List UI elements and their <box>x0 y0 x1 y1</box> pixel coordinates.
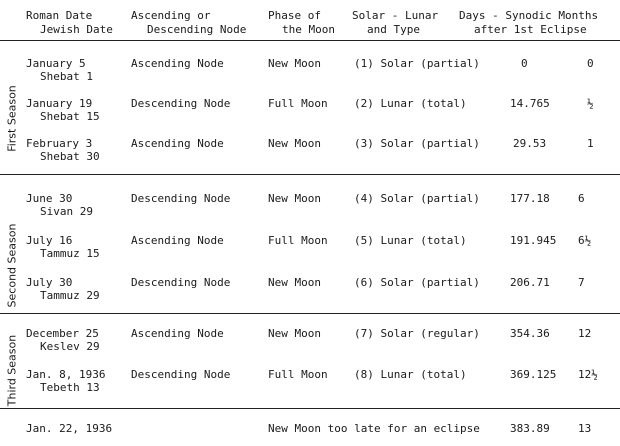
eclipse-type: (2) Lunar (total) <box>354 97 467 110</box>
phase: New Moon <box>268 192 321 205</box>
header-node-2: Descending Node <box>147 23 247 36</box>
jewish-date: Keslev 29 <box>40 340 100 353</box>
header-roman-date: Roman Date <box>26 9 93 22</box>
eclipse-type: (6) Solar (partial) <box>354 276 480 289</box>
months: 0 <box>587 57 594 70</box>
months: 6½ <box>578 234 592 247</box>
note: New Moon too late for an eclipse <box>268 422 480 435</box>
header-days-2: after 1st Eclipse <box>474 23 587 36</box>
months: 13 <box>578 422 592 435</box>
months: 12½ <box>578 368 598 381</box>
node: Descending Node <box>131 97 231 110</box>
phase: Full Moon <box>268 234 328 247</box>
roman-date: February 3 <box>26 137 93 150</box>
jewish-date: Shebat 1 <box>40 70 93 83</box>
header-phase-2: the Moon <box>282 23 335 36</box>
header-rule <box>0 40 620 41</box>
eclipse-type: (5) Lunar (total) <box>354 234 467 247</box>
node: Descending Node <box>131 368 231 381</box>
season-label-second: Second Season <box>5 223 19 308</box>
months: 1 <box>587 137 594 150</box>
months: ½ <box>587 97 594 110</box>
eclipse-type: (4) Solar (partial) <box>354 192 480 205</box>
roman-date: Jan. 8, 1936 <box>26 368 106 381</box>
phase: New Moon <box>268 137 321 150</box>
days: 206.71 <box>510 276 550 289</box>
days: 177.18 <box>510 192 550 205</box>
days: 14.765 <box>510 97 550 110</box>
days: 383.89 <box>510 422 550 435</box>
eclipse-type: (1) Solar (partial) <box>354 57 480 70</box>
header-type-1: Solar - Lunar <box>352 9 439 22</box>
days: 0 <box>521 57 528 70</box>
days: 369.125 <box>510 368 557 381</box>
jewish-date: Tammuz 15 <box>40 247 100 260</box>
jewish-date: Shebat 15 <box>40 110 100 123</box>
node: Ascending Node <box>131 234 224 247</box>
roman-date: December 25 <box>26 327 99 340</box>
phase: New Moon <box>268 57 321 70</box>
roman-date: July 30 <box>26 276 73 289</box>
season-label-first: First Season <box>5 85 19 152</box>
header-days-1: Days - Synodic Months <box>459 9 599 22</box>
node: Ascending Node <box>131 137 224 150</box>
phase: New Moon <box>268 327 321 340</box>
node: Descending Node <box>131 276 231 289</box>
season-divider <box>0 408 620 409</box>
months: 6 <box>578 192 585 205</box>
roman-date: Jan. 22, 1936 <box>26 422 113 435</box>
header-jewish-date: Jewish Date <box>40 23 113 36</box>
season-label-third: Third Season <box>5 334 19 407</box>
eclipse-type: (8) Lunar (total) <box>354 368 467 381</box>
phase: New Moon <box>268 276 321 289</box>
roman-date: June 30 <box>26 192 73 205</box>
header-phase-1: Phase of <box>268 9 321 22</box>
days: 354.36 <box>510 327 550 340</box>
jewish-date: Sivan 29 <box>40 205 93 218</box>
roman-date: July 16 <box>26 234 73 247</box>
season-divider <box>0 313 620 314</box>
roman-date: January 19 <box>26 97 93 110</box>
header-type-2: and Type <box>367 23 420 36</box>
days: 191.945 <box>510 234 557 247</box>
jewish-date: Tebeth 13 <box>40 381 100 394</box>
eclipse-type: (7) Solar (regular) <box>354 327 480 340</box>
node: Descending Node <box>131 192 231 205</box>
phase: Full Moon <box>268 97 328 110</box>
node: Ascending Node <box>131 327 224 340</box>
season-divider <box>0 174 620 175</box>
roman-date: January 5 <box>26 57 86 70</box>
header-node-1: Ascending or <box>131 9 211 22</box>
node: Ascending Node <box>131 57 224 70</box>
jewish-date: Tammuz 29 <box>40 289 100 302</box>
phase: Full Moon <box>268 368 328 381</box>
months: 7 <box>578 276 585 289</box>
days: 29.53 <box>513 137 547 150</box>
eclipse-type: (3) Solar (partial) <box>354 137 480 150</box>
months: 12 <box>578 327 592 340</box>
jewish-date: Shebat 30 <box>40 150 100 163</box>
